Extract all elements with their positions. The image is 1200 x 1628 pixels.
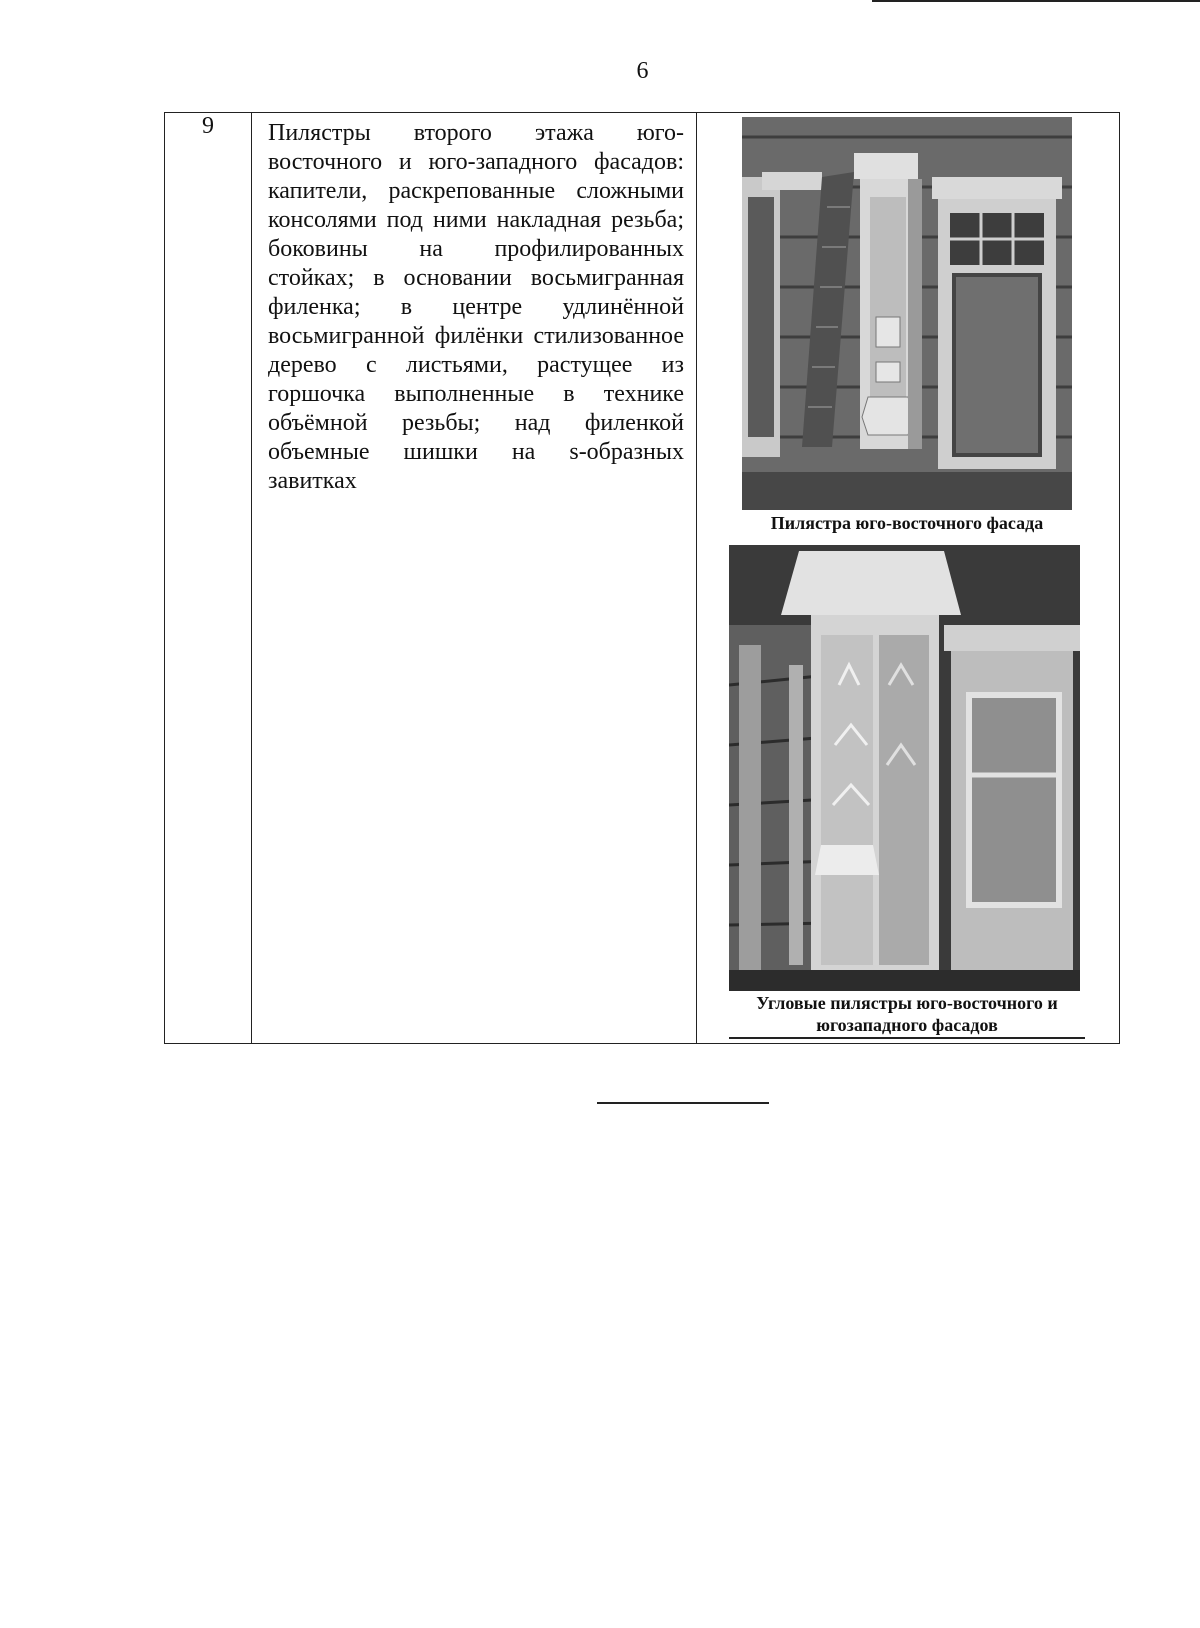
end-of-document-rule: [597, 1102, 769, 1104]
photo-2-caption: Угловые пилястры юго-восточного и югозападного фасадов: [756, 993, 1058, 1035]
table-row: [165, 113, 1120, 1044]
row-photos-cell: [697, 113, 1120, 1044]
corner-pilasters-photo: [729, 545, 1080, 991]
row-description: Пилястры второго этажа юго-восточного и юго-западного фасадов: капители, раскрепованные сложными консолями под ними накладная резьба; боковины на профилированных стойках; в основании восьмигранная филенка; в центре удлинённой восьмигранной филёнки стилизованное дерево с листьями, растущее из горшочка выполненные в технике объёмной резьбы; над филенкой объемные шишки на s-образных завитках: [268, 120, 684, 494]
row-description-cell: [252, 113, 697, 1044]
page-number: 6: [636, 58, 649, 84]
caption-underline: [729, 1037, 1085, 1039]
top-edge-rule: [872, 0, 1200, 2]
heritage-table: [164, 112, 1120, 1044]
row-number: 9: [165, 113, 252, 1044]
photo-1-caption: Пилястра юго-восточного фасада: [770, 513, 1044, 533]
pilaster-southeast-photo: [742, 117, 1072, 510]
